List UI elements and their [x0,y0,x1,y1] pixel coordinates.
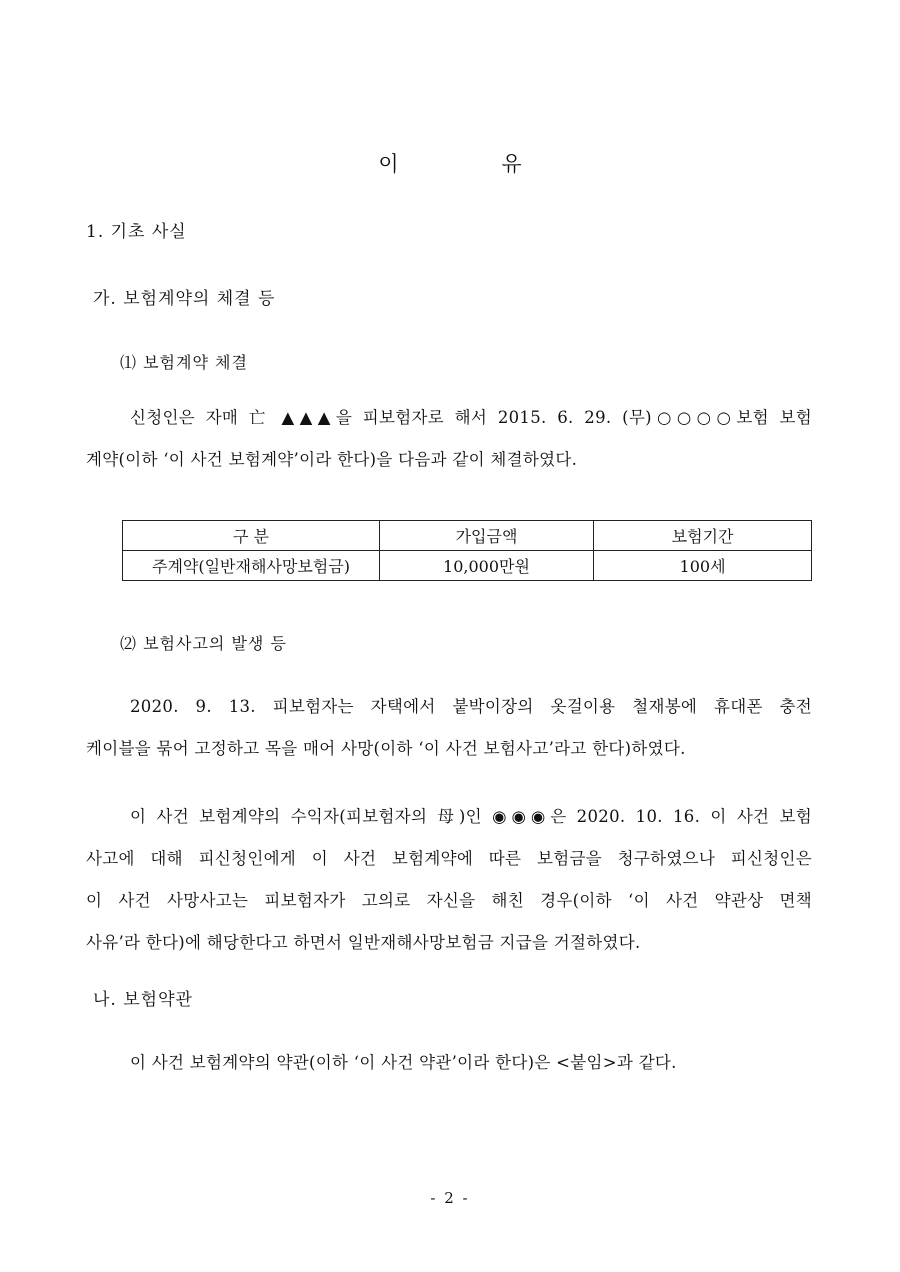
table-header-cell: 보험기간 [594,521,812,551]
paragraph-line: 계약(이하 ‘이 사건 보험계약’이라 한다)을 다음과 같이 체결하였다. [86,450,578,469]
paragraph-line: 사유’라 한다)에 해당한다고 하면서 일반재해사망보험금 지급을 거절하였다. [86,933,641,952]
document-title: 이 유 [378,152,570,176]
section-heading-contract: 가. 보험계약의 체결 등 [93,289,276,309]
paragraph-contract [86,397,812,481]
table-cell: 100세 [594,551,812,581]
table-header-cell: 가입금액 [379,521,593,551]
page-number: - 2 - [430,1189,470,1207]
table-header-cell: 구 분 [123,521,380,551]
table-cell: 10,000만원 [379,551,593,581]
subheading-contract-conclusion: ⑴ 보험계약 체결 [120,353,248,372]
table-cell: 주계약(일반재해사망보험금) [123,551,380,581]
section-heading-basic-facts: 1. 기초 사실 [86,222,187,242]
paragraph-line: 신청인은 자매 亡 ▲▲▲을 피보험자로 해서 2015. 6. 29. (무)○○○○보험 보험 [130,408,812,427]
paragraph-line: 이 사건 보험계약의 약관(이하 ‘이 사건 약관’이라 한다)은 <붙임>과 같다. [130,1053,677,1072]
paragraph-line: 2020. 9. 13. 피보험자는 자택에서 붙박이장의 옷걸이용 철재봉에 휴대폰 충전 [130,697,812,716]
paragraph-insured-event [86,686,812,770]
section-heading-policy-terms: 나. 보험약관 [93,990,193,1010]
paragraph-line: 사고에 대해 피신청인에게 이 사건 보험계약에 따른 보험금을 청구하였으나 피신청인은 [86,849,812,868]
paragraph-line: 케이블을 묶어 고정하고 목을 매어 사망(이하 ‘이 사건 보험사고’라고 한다)하였다. [86,739,686,758]
table-row [123,551,812,581]
subheading-insured-event: ⑵ 보험사고의 발생 등 [120,634,287,653]
paragraph-policy-terms [86,1042,812,1084]
paragraph-line: 이 사건 보험계약의 수익자(피보험자의 母)인 ◉◉◉은 2020. 10. 16. 이 사건 보험 [130,807,812,826]
paragraph-line: 이 사건 사망사고는 피보험자가 고의로 자신을 해친 경우(이하 ‘이 사건 약관상 면책 [86,891,812,910]
paragraph-claim-refusal [86,796,812,964]
contract-table [122,520,812,581]
table-header-row [123,521,812,551]
